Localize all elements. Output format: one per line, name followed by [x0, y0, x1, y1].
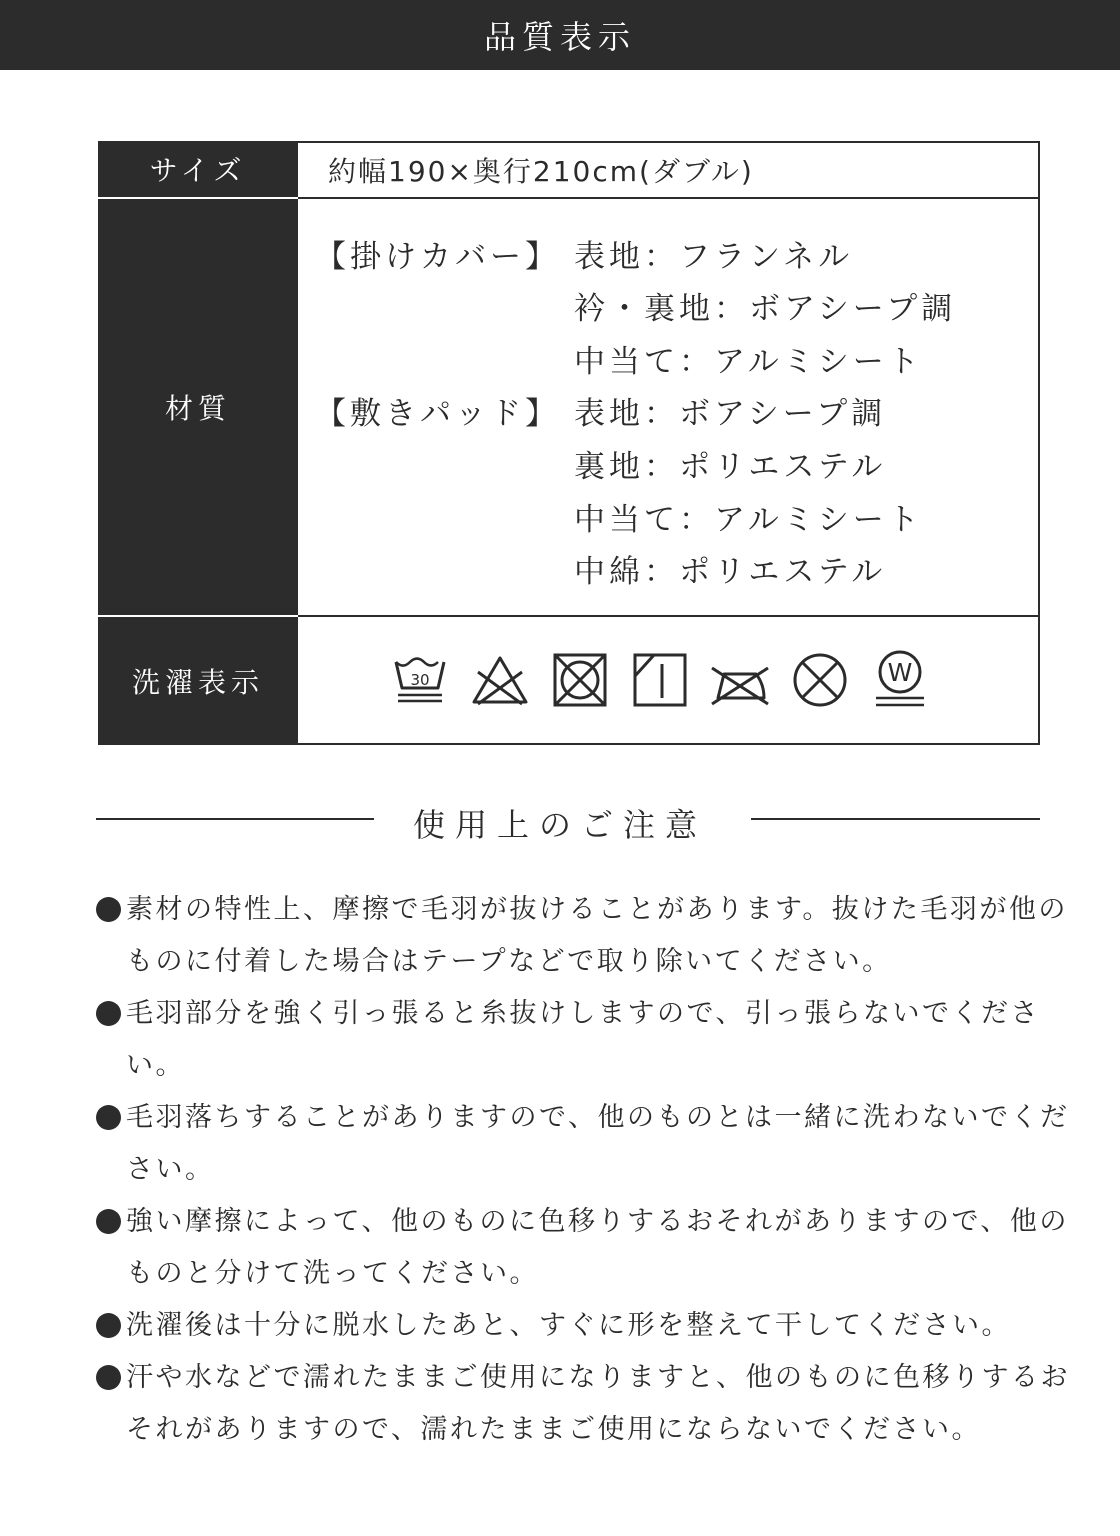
notice-text: 素材の特性上、摩擦で毛羽が抜けることがあります。抜けた毛羽が他のものに付着した場合はテープなどで取り除いてください。	[126, 894, 1068, 977]
bullet-icon	[96, 1365, 121, 1390]
line-dry-shade-icon	[630, 650, 690, 710]
wet-clean-letter: W	[887, 658, 913, 687]
material-cell	[298, 199, 1040, 617]
notice-item	[96, 1352, 1076, 1456]
page-title: 品質表示	[483, 18, 636, 56]
cover-item: 中当て：アルミシート	[574, 344, 923, 380]
bullet-icon	[96, 1209, 121, 1234]
do-not-dry-clean-icon	[790, 650, 850, 710]
wash-30-gentle-icon	[390, 650, 450, 710]
notice-title: 使用上のご注意	[412, 806, 707, 844]
bullet-icon	[96, 1105, 121, 1130]
notice-text: 汗や水などで濡れたままご使用になりますと、他のものに色移りするおそれがありますので、濡れたままご使用にならないでください。	[126, 1362, 1070, 1445]
spec-table	[98, 141, 1040, 745]
bullet-icon	[96, 1001, 121, 1026]
notice-text: 洗濯後は十分に脱水したあと、すぐに形を整えて干してください。	[126, 1310, 1011, 1341]
size-row	[98, 141, 1040, 199]
bullet-icon	[96, 1313, 121, 1338]
notice-item	[96, 1196, 1076, 1300]
pad-heading: 【敷きパッド】	[315, 396, 560, 432]
notice-item	[96, 1092, 1076, 1196]
notice-list	[96, 884, 1076, 1456]
notice-item	[96, 1300, 1076, 1352]
material-row	[98, 199, 1040, 617]
pad-item: 裏地：ポリエステル	[574, 449, 887, 485]
cover-item: 表地：フランネル	[574, 239, 854, 275]
size-value: 約幅190×奥行210cm(ダブル)	[298, 141, 1040, 199]
bullet-icon	[96, 897, 121, 922]
notice-text: 強い摩擦によって、他のものに色移りするおそれがありますので、他のものと分けて洗ってください。	[126, 1206, 1069, 1289]
care-label: 洗濯表示	[98, 617, 298, 745]
notice-item	[96, 884, 1076, 988]
care-row	[98, 617, 1040, 745]
do-not-tumble-dry-icon	[550, 650, 610, 710]
wet-clean-very-gentle-icon	[870, 650, 930, 710]
do-not-bleach-icon	[470, 650, 530, 710]
notice-text: 毛羽部分を強く引っ張ると糸抜けしますので、引っ張らないでください。	[126, 998, 1040, 1081]
header-bar	[0, 0, 1120, 70]
material-label: 材質	[98, 199, 298, 617]
wash-temperature: 30	[410, 671, 430, 689]
cover-heading: 【掛けカバー】	[315, 239, 560, 275]
pad-item: 表地：ボアシープ調	[574, 396, 887, 432]
do-not-iron-icon	[710, 650, 770, 710]
cover-item: 衿・裏地：ボアシープ調	[574, 291, 957, 327]
care-symbols	[298, 617, 1040, 745]
size-label: サイズ	[98, 141, 298, 199]
pad-item: 中当て：アルミシート	[574, 502, 923, 538]
pad-item: 中綿：ポリエステル	[574, 554, 887, 590]
notice-text: 毛羽落ちすることがありますので、他のものとは一緒に洗わないでください。	[126, 1102, 1070, 1185]
notice-item	[96, 988, 1076, 1092]
